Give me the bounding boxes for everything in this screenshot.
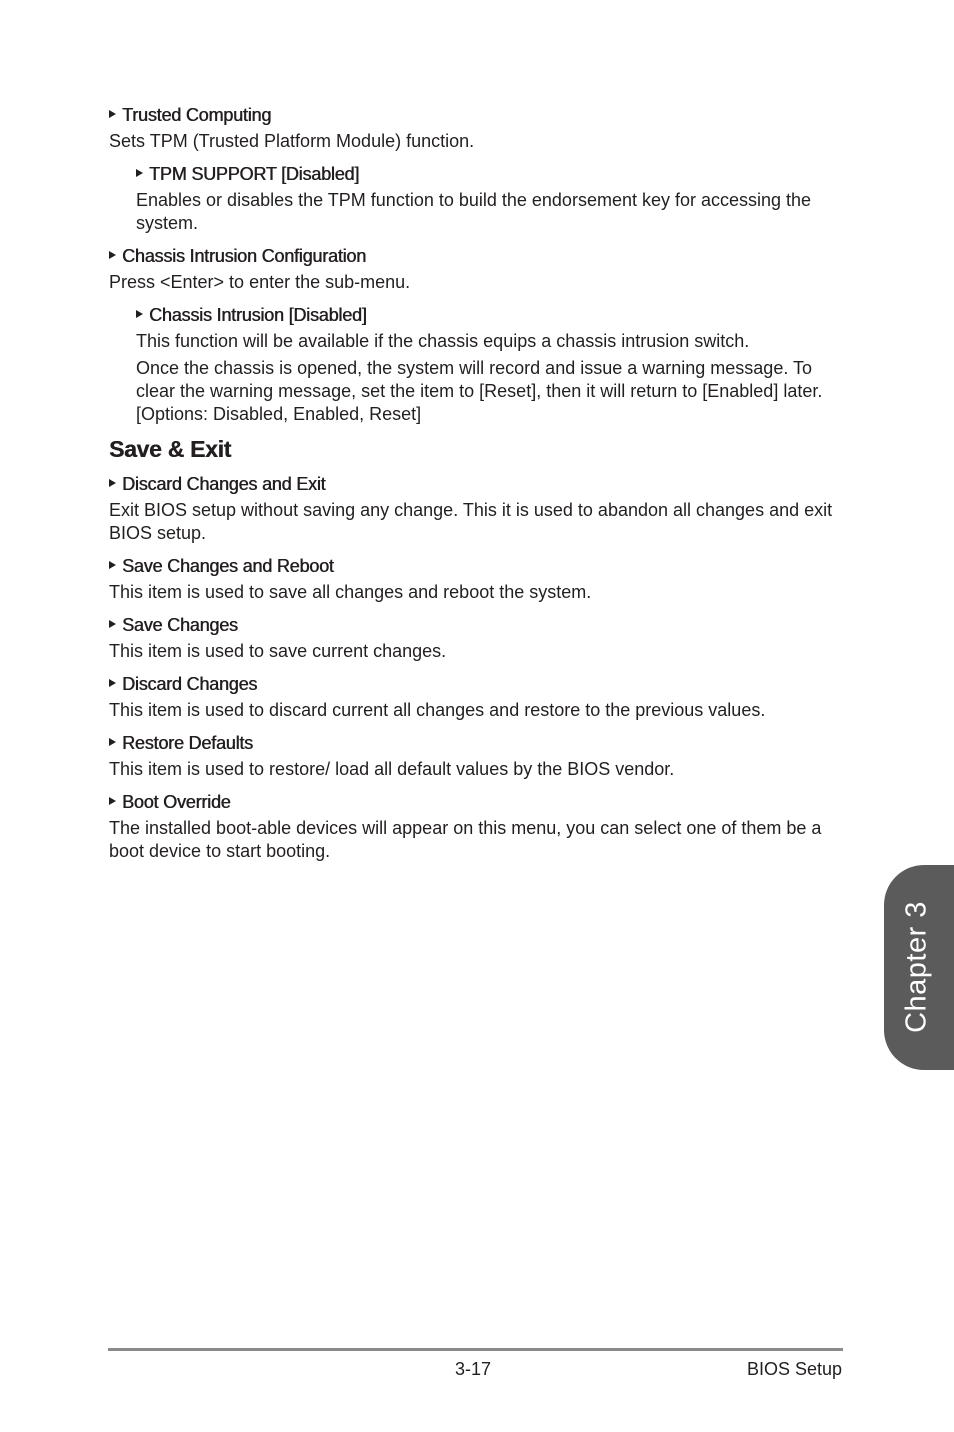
item-description: This item is used to discard current all changes and restore to the previous values. (109, 700, 766, 720)
tpm-support-item (136, 163, 839, 235)
item-description: This function will be available if the chassis equips a chassis intrusion switch. (136, 331, 750, 351)
footer-title: BIOS Setup (746, 1359, 842, 1379)
item-heading: Chassis Intrusion [Disabled] (136, 304, 839, 326)
item-description: This item is used to save current changes. (109, 641, 447, 661)
triangle-bullet-icon (136, 169, 143, 177)
triangle-bullet-icon (109, 679, 116, 687)
triangle-bullet-icon (109, 110, 116, 118)
item-description: The installed boot-able devices will appear on this menu, you can select one of them be a boot device to start booting. (109, 818, 822, 861)
save-changes-reboot-item (109, 555, 839, 604)
item-heading: Save Changes (109, 614, 839, 636)
item-heading: Chassis Intrusion Configuration (109, 245, 839, 267)
item-description: Enables or disables the TPM function to build the endorsement key for accessing the system. (136, 190, 812, 233)
item-heading: Trusted Computing (109, 104, 839, 126)
triangle-bullet-icon (109, 561, 116, 569)
footer-divider (108, 1348, 843, 1351)
item-heading: Discard Changes and Exit (109, 473, 839, 495)
discard-changes-item (109, 673, 839, 722)
discard-changes-exit-item (109, 473, 839, 545)
item-description: This item is used to restore/ load all default values by the BIOS vendor. (109, 759, 675, 779)
item-description: Press <Enter> to enter the sub-menu. (109, 272, 411, 292)
trusted-computing-item (109, 104, 839, 153)
chassis-intrusion-item (136, 304, 839, 426)
triangle-bullet-icon (109, 620, 116, 628)
chapter-tab-label: Chapter 3 (900, 901, 933, 1033)
item-description: Once the chassis is opened, the system will record and issue a warning message. To clear the warning message, set the item to [Reset], then it will return to [Enabled] later. [Options: Disabled, Enabled, Reset] (136, 358, 823, 424)
chassis-intrusion-config-item (109, 245, 839, 294)
section-title: Save & Exit (109, 436, 231, 462)
triangle-bullet-icon (109, 738, 116, 746)
item-heading: TPM SUPPORT [Disabled] (136, 163, 839, 185)
page-number: 3-17 (455, 1359, 492, 1379)
item-heading: Boot Override (109, 791, 839, 813)
boot-override-item (109, 791, 839, 863)
triangle-bullet-icon (109, 797, 116, 805)
item-description: This item is used to save all changes and reboot the system. (109, 582, 592, 602)
triangle-bullet-icon (109, 479, 116, 487)
item-description: Exit BIOS setup without saving any change. This it is used to abandon all changes and exit BIOS setup. (109, 500, 833, 543)
save-changes-item (109, 614, 839, 663)
item-heading: Save Changes and Reboot (109, 555, 839, 577)
triangle-bullet-icon (136, 310, 143, 318)
item-heading: Restore Defaults (109, 732, 839, 754)
page-content (109, 104, 839, 863)
item-heading: Discard Changes (109, 673, 839, 695)
triangle-bullet-icon (109, 251, 116, 259)
restore-defaults-item (109, 732, 839, 781)
item-description: Sets TPM (Trusted Platform Module) function. (109, 131, 475, 151)
